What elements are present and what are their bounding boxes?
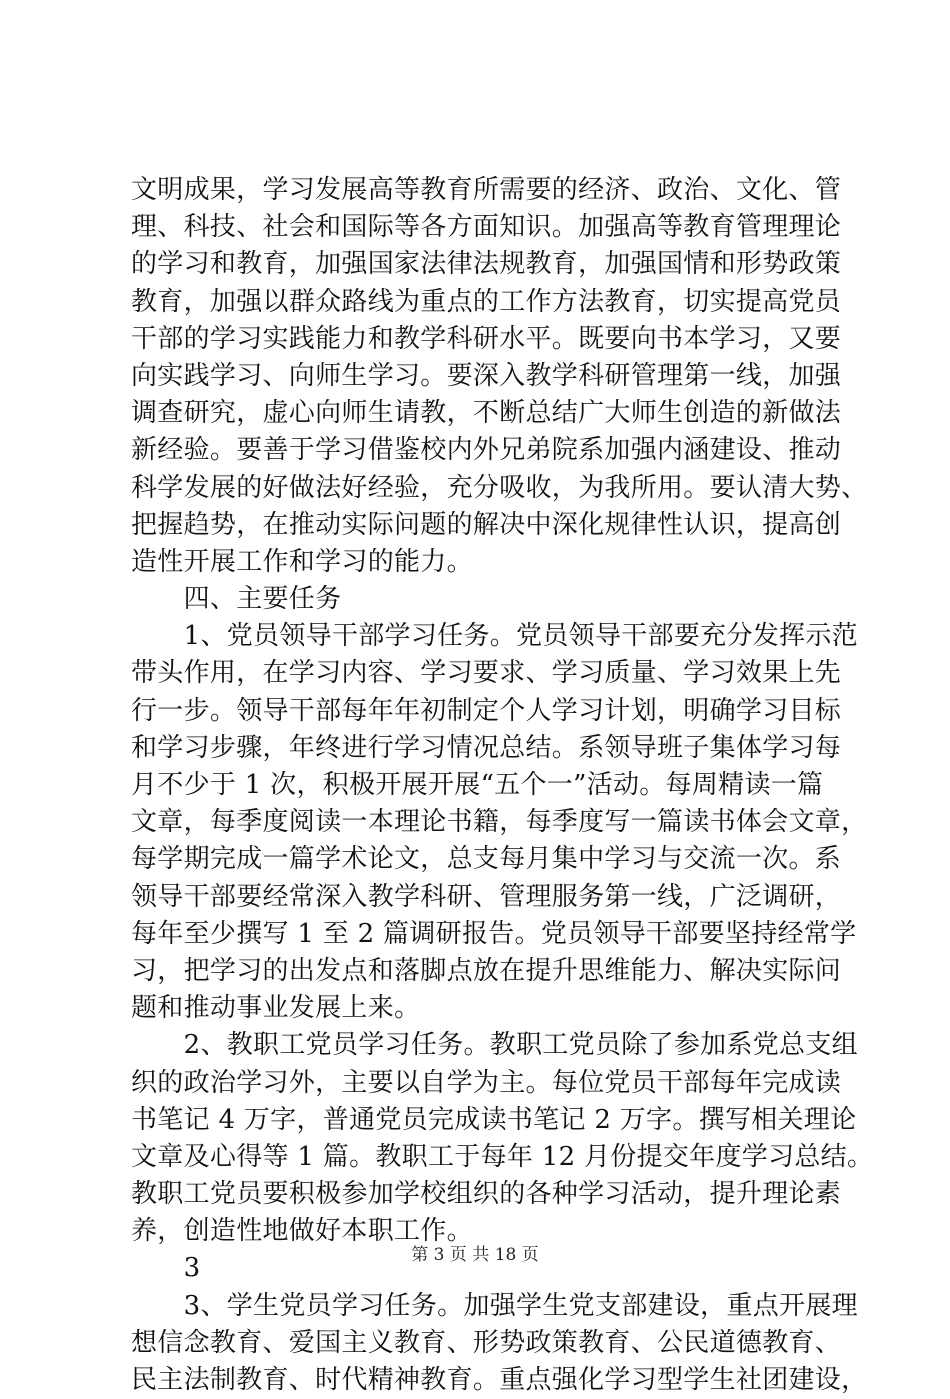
text-line: 3、学生党员学习任务。加强学生党支部建设，重点开展理 <box>131 1290 858 1321</box>
text-line: 教育，加强以群众路线为重点的工作方法教育，切实提高党员 <box>131 286 842 317</box>
text-line: 书笔记 4 万字，普通党员完成读书笔记 2 万字。撰写相关理论 <box>131 1104 857 1135</box>
text-line: 教职工党员要积极参加学校组织的各种学习活动，提升理论素 <box>131 1179 842 1210</box>
stray-page-number: 3 <box>131 1253 201 1284</box>
text-line: 干部的学习实践能力和教学科研水平。既要向书本学习，又要 <box>131 323 842 354</box>
text-line: 每学期完成一篇学术论文，总支每月集中学习与交流一次。系 <box>131 844 842 875</box>
text-line: 习，把学习的出发点和落脚点放在提升思维能力、解决实际问 <box>131 955 842 986</box>
text-line: 理、科技、社会和国际等各方面知识。加强高等教育管理理论 <box>131 212 842 243</box>
text-line: 想信念教育、爱国主义教育、形势政策教育、公民道德教育、 <box>131 1327 842 1358</box>
section-heading: 四、主要任务 <box>131 584 342 615</box>
text-line: 和学习步骤，年终进行学习情况总结。系领导班子集体学习每 <box>131 732 842 763</box>
text-line: 养，创造性地做好本职工作。 <box>131 1216 473 1247</box>
text-line: 题和推动事业发展上来。 <box>131 993 421 1024</box>
text-line: 领导干部要经常深入教学科研、管理服务第一线，广泛调研， <box>131 881 842 912</box>
text-line: 科学发展的好做法好经验，充分吸收，为我所用。要认清大势、 <box>131 472 868 503</box>
text-line: 的学习和教育，加强国家法律法规教育，加强国情和形势政策 <box>131 249 842 280</box>
text-line: 把握趋势，在推动实际问题的解决中深化规律性认识，提高创 <box>131 509 842 540</box>
text-line: 造性开展工作和学习的能力。 <box>131 546 473 577</box>
text-line: 文章，每季度阅读一本理论书籍，每季度写一篇读书体会文章， <box>131 807 868 838</box>
text-line: 行一步。领导干部每年年初制定个人学习计划，明确学习目标 <box>131 695 842 726</box>
text-line: 带头作用，在学习内容、学习要求、学习质量、学习效果上先 <box>131 658 842 689</box>
text-line: 2、教职工党员学习任务。教职工党员除了参加系党总支组 <box>131 1030 858 1061</box>
text-line: 织的政治学习外，主要以自学为主。每位党员干部每年完成读 <box>131 1067 842 1098</box>
text-line: 月不少于 1 次，积极开展开展“五个一”活动。每周精读一篇 <box>131 770 824 800</box>
text-line: 调查研究，虚心向师生请教，不断总结广大师生创造的新做法 <box>131 398 842 429</box>
text-line: 向实践学习、向师生学习。要深入教学科研管理第一线，加强 <box>131 360 842 391</box>
text-line: 文章及心得等 1 篇。教职工于每年 12 月份提交年度学习总结。 <box>131 1141 874 1172</box>
page-footer: 第 3 页 共 18 页 <box>411 1245 539 1265</box>
body-text <box>131 172 874 1399</box>
text-line: 文明成果，学习发展高等教育所需要的经济、政治、文化、管 <box>131 175 842 205</box>
text-line: 每年至少撰写 1 至 2 篇调研报告。党员领导干部要坚持经常学 <box>131 918 857 949</box>
text-line: 新经验。要善于学习借鉴校内外兄弟院系加强内涵建设、推动 <box>131 435 842 466</box>
text-line: 1、党员领导干部学习任务。党员领导干部要充分发挥示范 <box>131 621 858 652</box>
text-line: 民主法制教育、时代精神教育。重点强化学习型学生社团建设， <box>131 1365 868 1395</box>
